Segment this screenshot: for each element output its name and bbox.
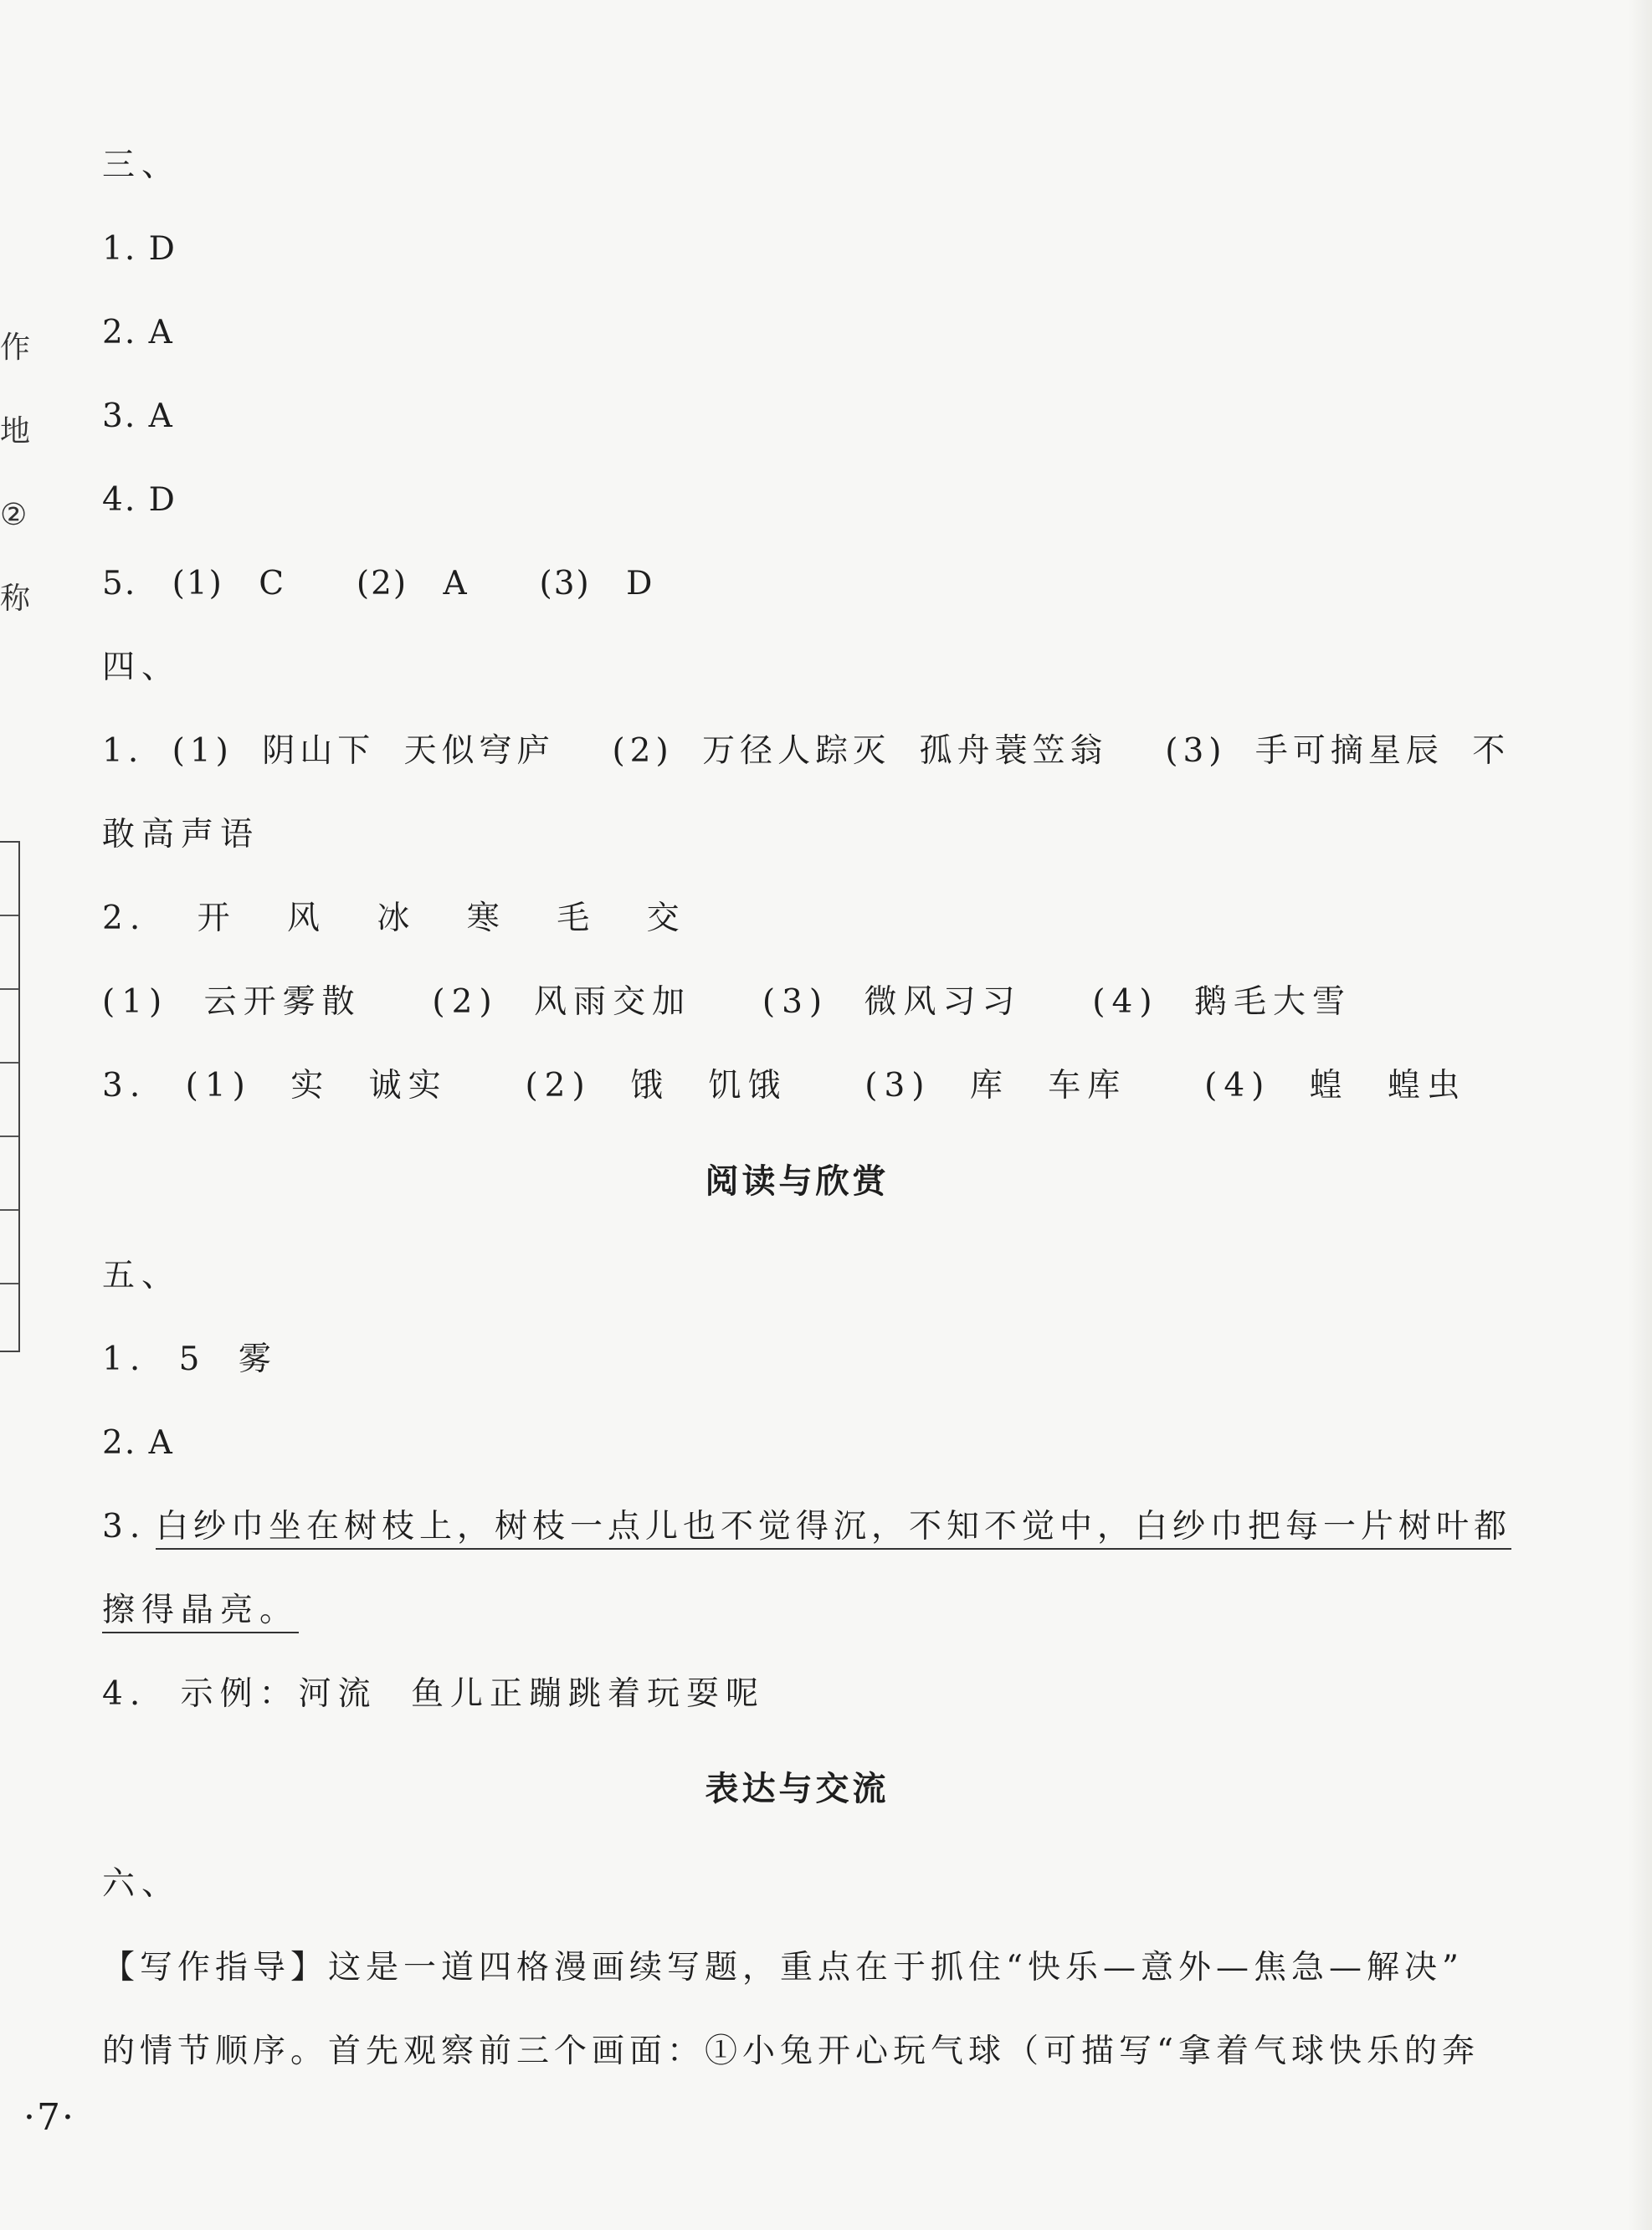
section5-item3-underlined-line1: 白纱巾坐在树枝上，树枝一点儿也不觉得沉，不知不觉中，白纱巾把每一片树叶都 <box>156 1510 1511 1550</box>
section5-item1: 1. 5 雾 <box>102 1341 278 1378</box>
edge-char-2: 地 <box>0 414 31 449</box>
section3-item-2: 2. A <box>102 314 174 351</box>
edge-table-fragment <box>0 841 20 1352</box>
section4-item1-line1: 1. (1) 阴山下 天似穹庐 (2) 万径人踪灭 孤舟蓑笠翁 (3) 手可摘星辰 不 <box>102 732 1511 770</box>
section5-item3-underlined-line2: 擦得晶亮。 <box>102 1594 299 1633</box>
section3-heading: 三、 <box>102 146 182 184</box>
section6-line2: 的情节顺序。首先观察前三个画面：①小兔开心玩气球（可描写“拿着气球快乐的奔 <box>102 2033 1480 2070</box>
section5-item3-number: 3. <box>102 1508 147 1546</box>
section4-item2-sub: (1) 云开雾散 (2) 风雨交加 (3) 微风习习 (4) 鹅毛大雪 <box>102 983 1352 1021</box>
section4-item1-line2: 敢高声语 <box>102 816 260 854</box>
page-edge-shadow <box>1629 0 1652 2230</box>
section5-item4: 4. 示例：河流 鱼儿正蹦跳着玩耍呢 <box>102 1675 766 1713</box>
page-number: ·7· <box>23 2096 75 2139</box>
section5-heading: 五、 <box>102 1257 182 1294</box>
section3-item-4: 4. D <box>102 481 177 519</box>
section3-item-5: 5. (1) C (2) A (3) D <box>102 565 654 602</box>
edge-char-4: 称 <box>0 582 31 616</box>
section4-item3: 3. (1) 实 诚实 (2) 饿 饥饿 (3) 库 车库 (4) 蝗 蝗虫 <box>102 1067 1467 1105</box>
edge-char-1: 作 <box>0 331 31 365</box>
section6-line1: 【写作指导】这是一道四格漫画续写题，重点在于抓住“快乐—意外—焦急—解决” <box>102 1949 1464 1986</box>
section4-heading: 四、 <box>102 648 182 686</box>
edge-char-3: ② <box>0 498 28 532</box>
section5-item2: 2. A <box>102 1424 174 1462</box>
section3-item-1: 1. D <box>102 230 177 268</box>
section3-item-3: 3. A <box>102 397 174 435</box>
expression-section-title: 表达与交流 <box>705 1770 890 1808</box>
reading-section-title: 阅读与欣赏 <box>705 1162 890 1201</box>
section6-heading: 六、 <box>102 1865 182 1903</box>
section4-item2: 2. 开 风 冰 寒 毛 交 <box>102 900 686 937</box>
